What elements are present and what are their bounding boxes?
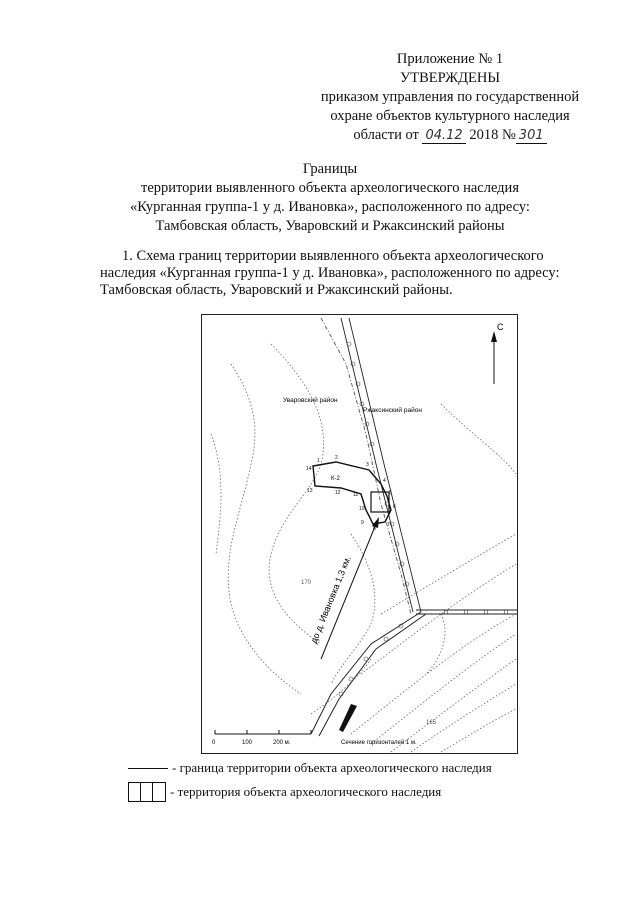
- contour-interval-note: Сечение горизонталей 1 м.: [341, 740, 417, 746]
- road-circles: [347, 342, 409, 586]
- legend-boundary-row: [128, 760, 492, 776]
- point-label-6: 6: [393, 504, 396, 510]
- point-label-2: 2: [335, 455, 338, 461]
- site-boundary-map: [201, 314, 518, 754]
- north-arrow-icon: [491, 331, 497, 384]
- point-label-5: 5: [389, 490, 392, 496]
- paragraph-line-2: наследия «Курганная группа-1 у д. Ивановка», расположенного по адресу:: [100, 265, 560, 281]
- point-label-3: 3: [366, 462, 369, 468]
- point-label-10: 10: [359, 506, 365, 512]
- legend-territory-text: - территория объекта археологического наследия: [170, 784, 442, 799]
- point-label-4: 4: [383, 478, 386, 484]
- handwritten-number: 301: [516, 128, 547, 144]
- point-label-12: 12: [335, 490, 341, 496]
- district-right-label: Ржаксинский район: [363, 407, 422, 414]
- north-label: С: [497, 322, 504, 332]
- scale-tick-0: 0: [212, 740, 216, 746]
- scale-tick-200: 200 м.: [273, 740, 291, 746]
- order-date-line: [290, 126, 610, 145]
- approval-block: [290, 50, 610, 145]
- order-line-1: приказом управления по государственной: [320, 89, 580, 105]
- order-date-prefix: области от: [353, 127, 419, 143]
- legend-boundary-text: - граница территории объекта археологического наследия: [172, 760, 492, 775]
- title-line-4: Тамбовская область, Уваровский и Ржаксинский районы: [155, 218, 505, 234]
- approved-heading: УТВЕРЖДЕНЫ: [399, 70, 501, 86]
- road-label: до д. Ивановка 1,3 км.: [308, 554, 353, 645]
- district-left-label: Уваровский район: [283, 397, 338, 404]
- point-label-9: 9: [361, 520, 364, 526]
- point-label-8: 8: [373, 526, 376, 532]
- scale-bar: [212, 730, 311, 746]
- title-line-3: «Курганная группа-1 у д. Ивановка», расположенного по адресу:: [130, 199, 530, 215]
- point-label-14: 14: [306, 466, 312, 472]
- point-label-1: 1: [317, 458, 320, 464]
- order-year: 2018: [469, 127, 499, 143]
- contour-label-1: 170: [301, 580, 312, 586]
- handwritten-date: 04.12: [422, 128, 465, 144]
- point-label-11: 11: [353, 492, 359, 498]
- legend-territory-row: [128, 782, 441, 802]
- road-to-ivanovka: [311, 610, 517, 736]
- survey-marker: [339, 704, 357, 732]
- boundary-line-icon: [128, 768, 168, 769]
- paragraph-line-3: Тамбовская область, Уваровский и Ржаксинский районы.: [100, 282, 453, 298]
- document-title: [60, 160, 600, 236]
- territory-hatch-icon: [128, 782, 166, 802]
- paragraph-line-1: 1. Схема границ территории выявленного объекта археологического: [122, 248, 544, 264]
- site-boundary: [313, 462, 391, 524]
- point-label-13: 13: [307, 488, 313, 494]
- scheme-paragraph: [100, 248, 600, 299]
- appendix-number: Приложение № 1: [396, 51, 504, 67]
- title-line-2: территории выявленного объекта археологического наследия: [141, 180, 519, 196]
- point-label-7: 7: [387, 522, 390, 528]
- scale-tick-100: 100: [242, 740, 253, 746]
- order-line-2: охране объектов культурного наследия: [330, 108, 570, 124]
- title-line-1: Границы: [302, 161, 358, 177]
- contour-label-2: 165: [426, 720, 437, 726]
- order-number-sign: №: [501, 127, 516, 143]
- site-label: К-2: [331, 476, 340, 482]
